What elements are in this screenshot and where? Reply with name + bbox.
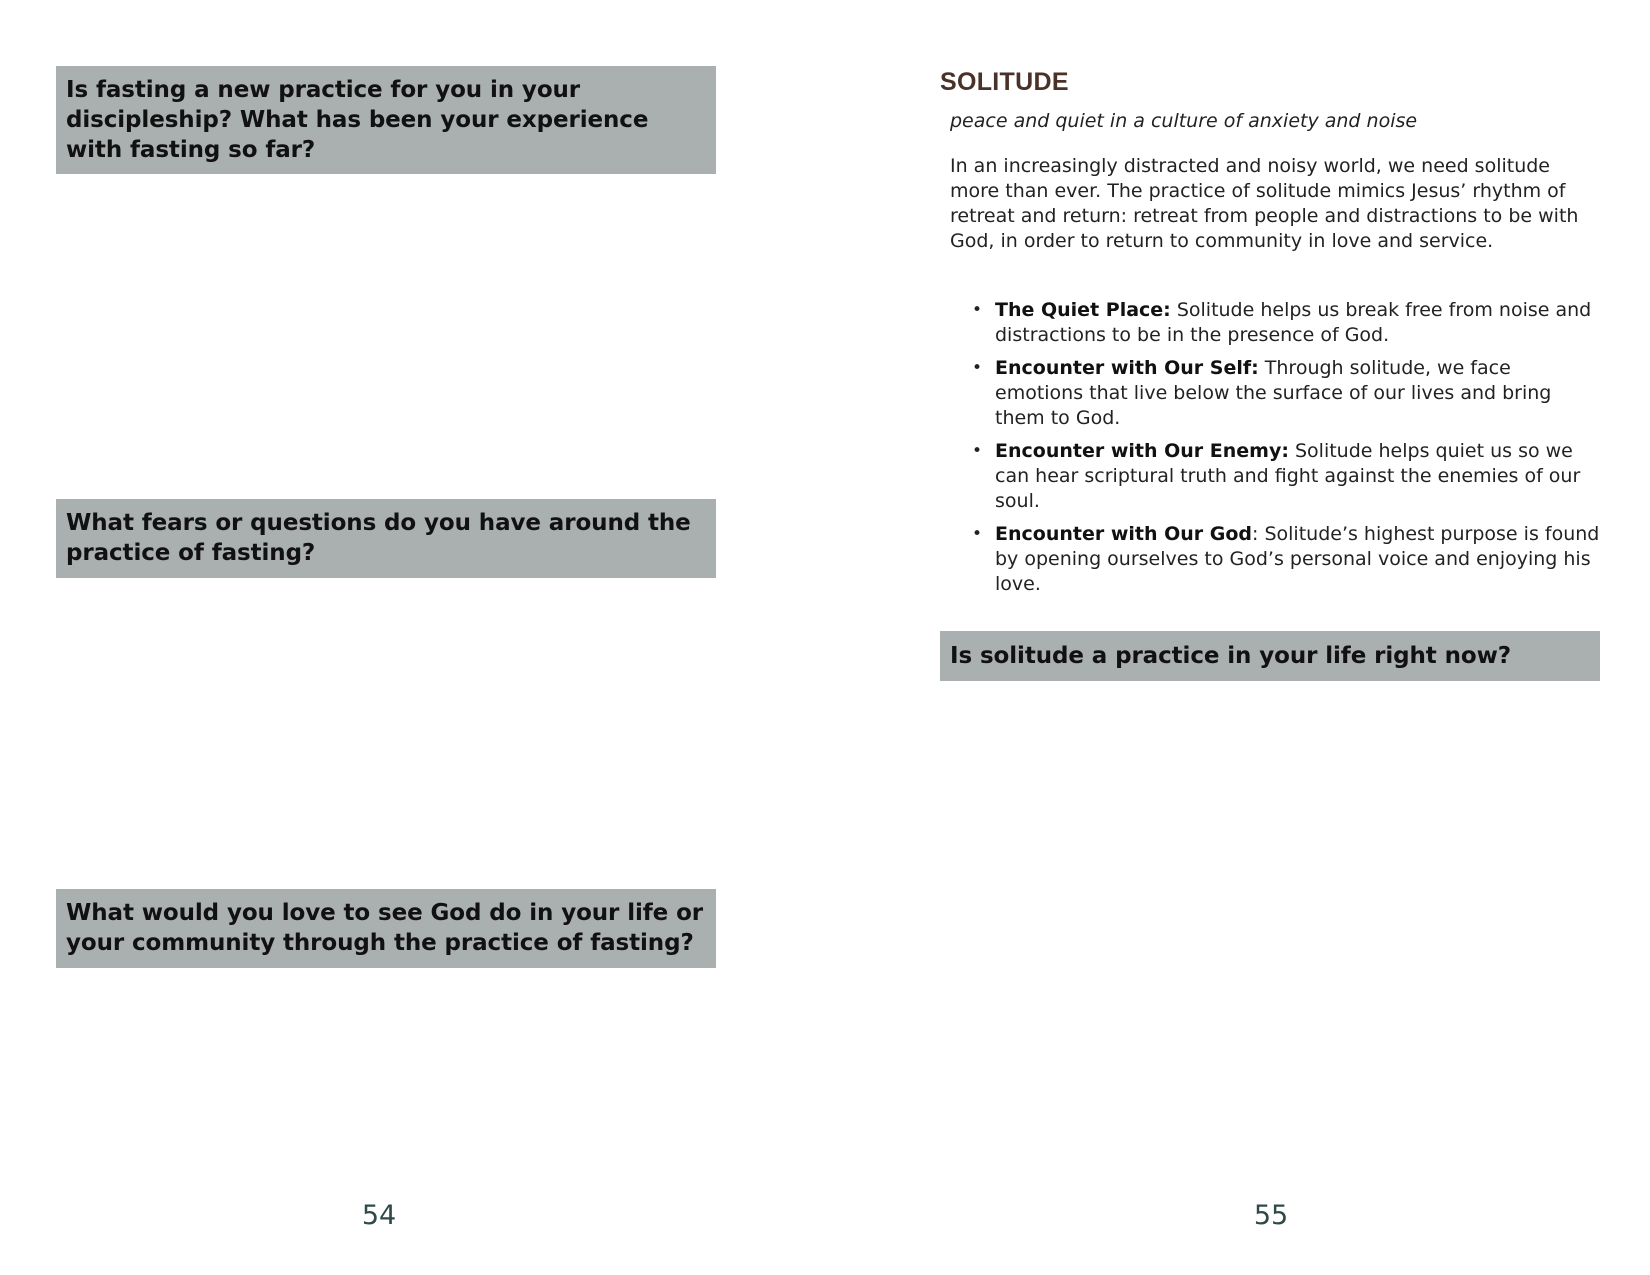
right-page xyxy=(825,0,1650,1275)
bullet-icon: • xyxy=(972,300,983,320)
question-text: Is solitude a practice in your life right now? xyxy=(950,643,1511,669)
list-item xyxy=(970,439,1600,514)
question-box-fasting-experience xyxy=(56,66,716,174)
bullet-icon: • xyxy=(972,524,983,544)
bullet-icon: • xyxy=(972,441,983,461)
question-text: What fears or questions do you have around the practice of fasting? xyxy=(66,510,691,566)
page-number: 55 xyxy=(1253,1200,1289,1231)
list-item-term: Encounter with Our Self: xyxy=(995,357,1259,379)
list-item-text: Through solitude, we face emotions that live below the surface of our lives and bring them to God. xyxy=(995,357,1552,429)
list-item-text: : Solitude’s highest purpose is found by opening ourselves to God’s personal voice and enjoying his love. xyxy=(995,523,1600,595)
list-item xyxy=(970,298,1600,348)
list-item xyxy=(970,356,1600,431)
section-subtitle: peace and quiet in a culture of anxiety and noise xyxy=(950,110,1418,132)
question-text: What would you love to see God do in your life or your community through the practice of fasting? xyxy=(66,900,704,956)
list-item-term: Encounter with Our God xyxy=(995,523,1253,545)
list-item-text: Solitude helps us break free from noise and distractions to be in the presence of God. xyxy=(995,299,1592,346)
practice-list xyxy=(970,298,1600,605)
list-item-text: Solitude helps quiet us so we can hear scriptural truth and fight against the enemies of our soul. xyxy=(995,440,1581,512)
question-text: Is fasting a new practice for you in your discipleship? What has been your experience with fasting so far? xyxy=(66,77,649,163)
section-heading: SOLITUDE xyxy=(940,68,1069,96)
question-box-fasting-hopes xyxy=(56,889,716,968)
list-item-term: The Quiet Place: xyxy=(995,299,1171,321)
list-item xyxy=(970,522,1600,597)
question-box-fasting-fears xyxy=(56,499,716,578)
bullet-icon: • xyxy=(972,358,983,378)
page-number: 54 xyxy=(361,1200,397,1231)
intro-paragraph: In an increasingly distracted and noisy world, we need solitude more than ever. The practice of solitude mimics Jesus’ rhythm of retreat and return: retreat from people and distractions to be with God, in order to return to community in love and service. xyxy=(950,155,1579,252)
list-item-term: Encounter with Our Enemy: xyxy=(995,440,1289,462)
question-box-solitude xyxy=(940,631,1600,681)
